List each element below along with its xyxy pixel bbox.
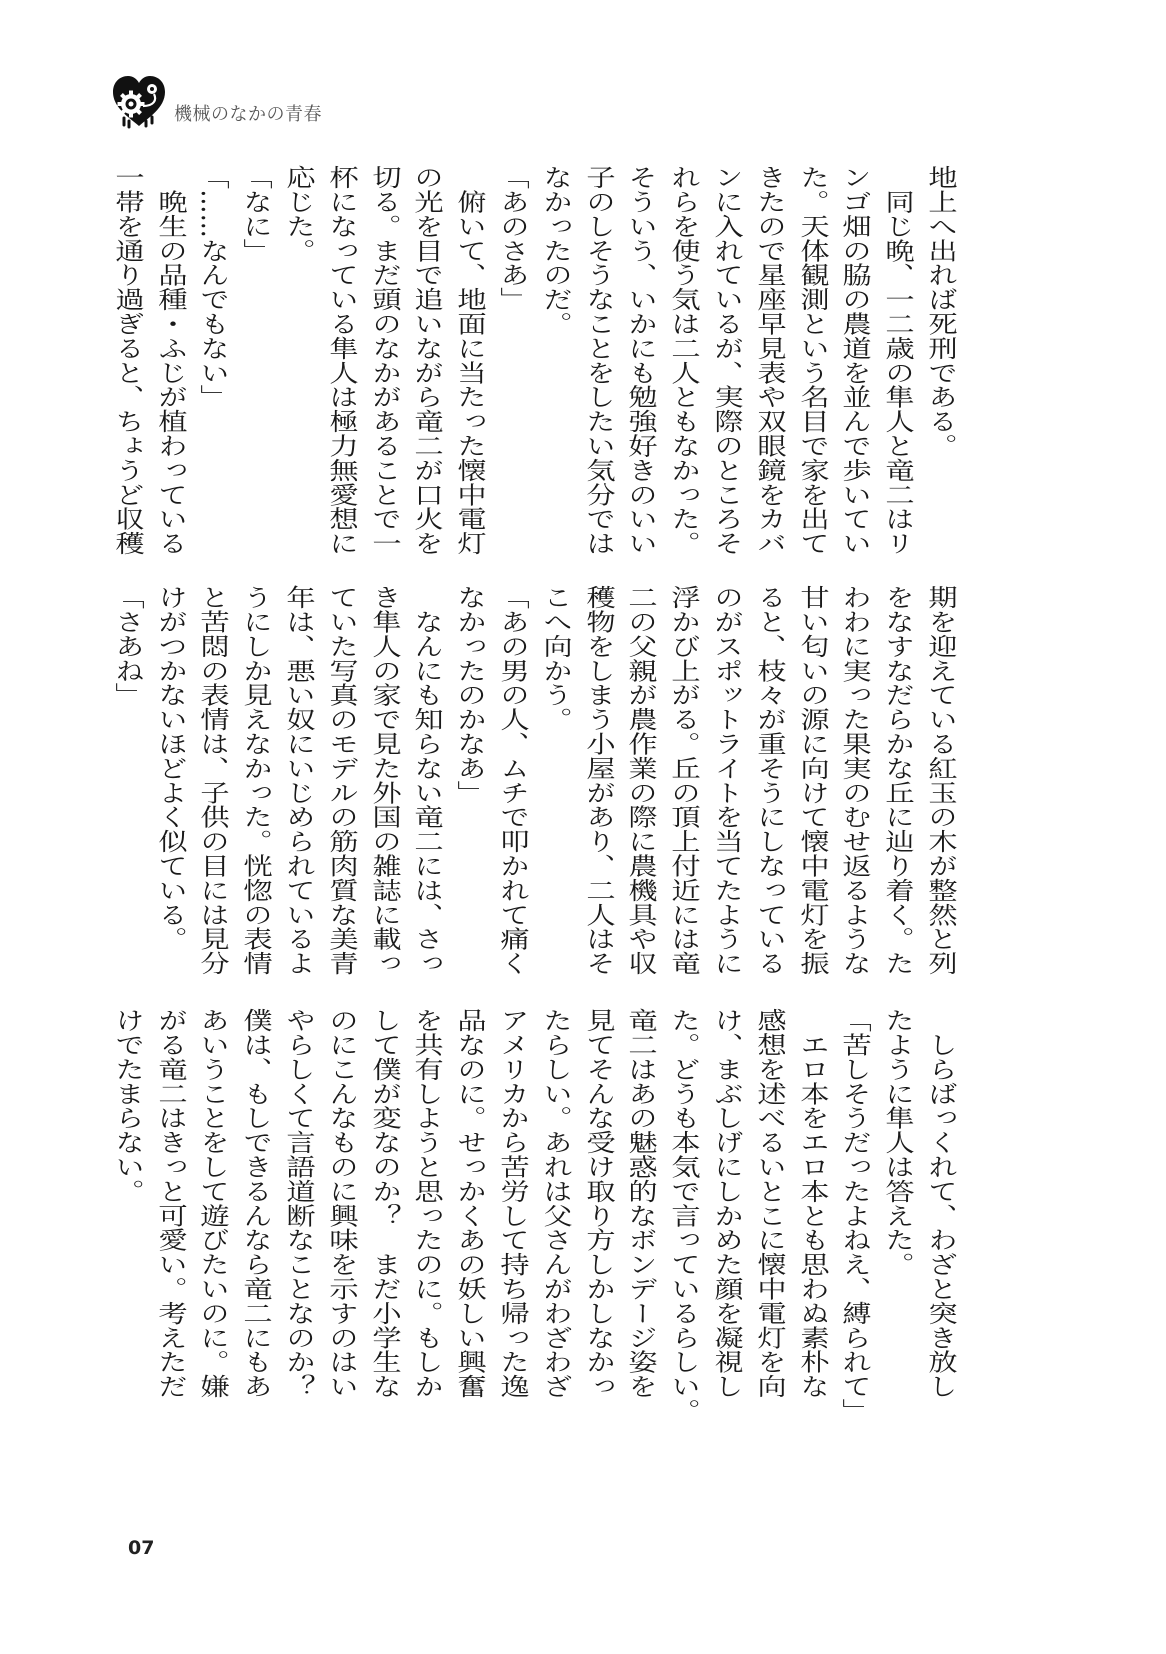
text-column: ていた写真のモデルの筋肉質な美青	[323, 585, 358, 976]
heart-gear-icon	[110, 74, 168, 130]
text-column: た。どうも本気で言っているらしい。	[666, 1008, 701, 1423]
text-column: き隼人の家で見た外国の雑誌に載っ	[366, 585, 401, 976]
text-column: のにこんなものに興味を示すのはい	[323, 1008, 358, 1399]
text-column: そういう、いかにも勉強好きのいい	[623, 165, 658, 556]
text-column: 年は、悪い奴にいじめられているよ	[280, 585, 316, 976]
text-column: 晩生の品種・ふじが植わっている	[152, 165, 187, 556]
text-column: 切る。まだ頭のなかがあることで一	[366, 165, 401, 556]
text-column: 期を迎えている紅玉の木が整然と列	[922, 585, 958, 976]
text-column: のがスポットライトを当てたように	[708, 585, 744, 976]
text-column: た。天体観測という名目で家を出て	[794, 165, 829, 556]
text-column: をなすなだらかな丘に辿り着く。た	[880, 585, 915, 976]
text-column: ンゴ畑の脇の農道を並んで歩いてい	[837, 165, 872, 556]
text-column: 穫物をしまう小屋があり、二人はそ	[580, 585, 615, 976]
text-column: 一帯を通り過ぎると、ちょうど収穫	[109, 165, 144, 556]
text-column: の光を目で追いながら竜二が口火を	[409, 165, 444, 556]
text-column: れらを使う気は二人ともなかった。	[666, 165, 701, 556]
text-column: やらしくて言語道断なことなのか？	[280, 1008, 316, 1399]
text-column: 二の父親が農作業の際に農機具や収	[623, 585, 658, 976]
text-column: アメリカから苦労して持ち帰った逸	[494, 1008, 530, 1399]
text-column: 地上へ出れば死刑である。	[922, 165, 958, 458]
text-column: なんにも知らない竜二には、さっ	[409, 585, 444, 976]
text-column: と苦悶の表情は、子供の目には見分	[195, 585, 230, 976]
text-column: 応じた。	[280, 165, 316, 263]
text-column: 俯いて、地面に当たった懐中電灯	[452, 165, 487, 556]
text-column: 品なのに。せっかくあの妖しい興奮	[452, 1008, 487, 1399]
text-column: こへ向かう。	[537, 585, 572, 732]
text-column: しらばっくれて、わざと突き放し	[922, 1008, 958, 1399]
running-title: 機械のなかの青春	[174, 104, 322, 125]
text-column: エロ本をエロ本とも思わぬ素朴な	[794, 1008, 829, 1399]
text-column: 「苦しそうだったよねえ、縛られて」	[837, 1008, 872, 1423]
text-column: 杯になっている隼人は極力無愛想に	[323, 165, 358, 556]
text-column: 見てそんな受け取り方しかしなかっ	[580, 1008, 615, 1399]
text-column: けがつかないほどよく似ている。	[152, 585, 187, 951]
text-column: 「なに」	[238, 165, 273, 263]
text-column: がる竜二はきっと可愛い。考えただ	[152, 1008, 187, 1399]
text-column: ンに入れているが、実際のところそ	[708, 165, 744, 556]
text-column: ると、枝々が重そうにしなっている	[751, 585, 786, 976]
text-column: うにしか見えなかった。恍惚の表情	[238, 585, 273, 976]
text-column: きたので星座早見表や双眼鏡をカバ	[751, 165, 786, 556]
text-column: 子のしそうなことをしたい気分では	[580, 165, 615, 556]
text-column: 浮かび上がる。丘の頂上付近には竜	[666, 585, 701, 976]
text-column: たように隼人は答えた。	[880, 1008, 915, 1277]
text-column: けでたまらない。	[109, 1008, 144, 1204]
text-column: 感想を述べるいとこに懐中電灯を向	[751, 1008, 786, 1399]
page-number: 07	[128, 1537, 155, 1559]
text-column: 甘い匂いの源に向けて懐中電灯を振	[794, 585, 829, 976]
text-column: 「……なんでもない」	[195, 165, 230, 409]
text-column: 「あのさあ」	[494, 165, 530, 312]
text-column: なかったのだ。	[537, 165, 572, 336]
text-column: なかったのかなあ」	[452, 585, 487, 805]
text-column: あいうことをして遊びたいのに。嫌	[195, 1008, 230, 1399]
text-column: 竜二はあの魅惑的なボンデージ姿を	[623, 1008, 658, 1399]
text-column: を共有しようと思ったのに。もしか	[409, 1008, 444, 1399]
text-column: わわに実った果実のむせ返るような	[837, 585, 872, 976]
text-column: たらしい。あれは父さんがわざわざ	[537, 1008, 572, 1399]
text-column: して僕が変なのか？ まだ小学生な	[366, 1008, 401, 1399]
text-column: 「さあね」	[109, 585, 144, 707]
text-column: 「あの男の人、ムチで叩かれて痛く	[494, 585, 530, 976]
text-column: 同じ晩、一二歳の隼人と竜二はリ	[880, 165, 915, 556]
text-column: け、まぶしげにしかめた顔を凝視し	[708, 1008, 744, 1399]
text-column: 僕は、もしできるんなら竜二にもあ	[238, 1008, 273, 1399]
